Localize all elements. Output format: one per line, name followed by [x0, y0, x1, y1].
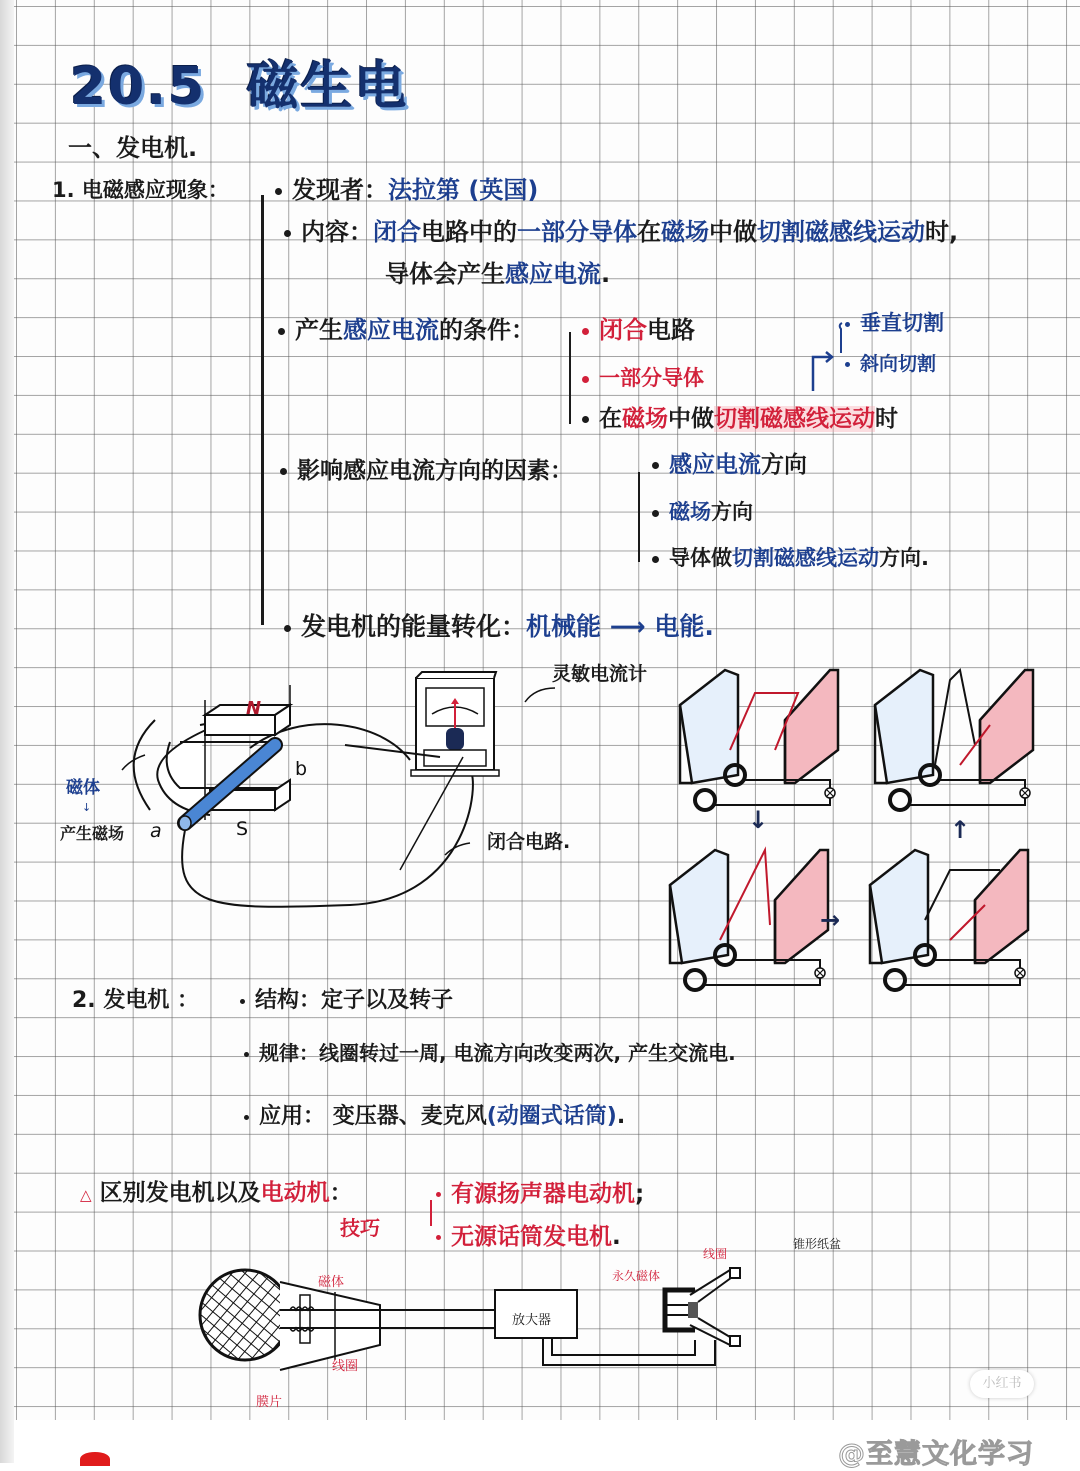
content-row-2: 导体会产生感应电流. — [385, 260, 611, 288]
factor-item-2: 磁场方向 — [652, 502, 753, 523]
page-title — [70, 44, 409, 119]
generator-rotation-diagram — [665, 660, 1065, 995]
microphone-speaker-diagram — [195, 1270, 775, 1410]
bullet-dot — [278, 328, 285, 335]
south-pole-label: S — [236, 818, 249, 840]
application-row: 应用： 变压器、麦克风(动圈式话筒). — [244, 1106, 625, 1128]
condition-item-2: 一部分导体 — [582, 368, 704, 389]
rod-end-a-label: a — [150, 820, 162, 842]
energy-row: 发电机的能量转化：机械能 ⟶ 电能. — [284, 614, 714, 639]
microphone — [200, 1270, 495, 1370]
conditions-label: 产生感应电流的条件： — [278, 318, 535, 342]
amplifier-label: 放大器 — [512, 1313, 552, 1328]
arrow-right-icon: → — [820, 906, 841, 934]
discoverer-row: 发现者：法拉第 (英国) — [275, 178, 538, 202]
factors-label: 影响感应电流方向的因素： — [280, 460, 573, 483]
cut-type-oblique: 斜向切割 — [845, 355, 936, 374]
mic-diaphragm-label: 膜片 — [256, 1395, 283, 1410]
magnet-arrow: ↓ — [82, 801, 92, 814]
permanent-magnet-label: 永久磁体 — [612, 1269, 661, 1283]
distinguish-label: △ 区别发电机以及电动机： — [80, 1180, 353, 1206]
watermark: @至慧文化学习 — [838, 1439, 1034, 1470]
mic-magnet-label: 磁体 — [318, 1275, 345, 1290]
content-row: 内容：闭合电路中的一部分导体在磁场中做切割磁感线运动时, — [284, 220, 958, 244]
cone-label: 锥形纸盆 — [793, 1237, 842, 1251]
platform-badge: 小红书 — [970, 1370, 1034, 1398]
discoverer-value: 法拉第 (英国) — [388, 176, 539, 204]
closed-circuit-label: 闭合电路. — [487, 831, 571, 853]
galvanometer-label: 灵敏电流计 — [552, 663, 648, 685]
condition-item-1: 闭合电路 — [582, 318, 695, 342]
distinguish-item-2: 无源话筒发电机. — [436, 1226, 621, 1249]
title-text: 磁生电 — [246, 57, 409, 117]
speaker-coil-label: 线圈 — [703, 1247, 728, 1261]
bullet-dot — [275, 188, 282, 195]
magnet-label: 磁体 — [66, 778, 100, 798]
arrow-up-icon: ↑ — [950, 816, 971, 844]
tip-label: 技巧 — [340, 1216, 380, 1240]
factor-item-3: 导体做切割磁感线运动方向. — [652, 548, 929, 569]
magnet-effect-label: 产生磁场 — [60, 824, 125, 843]
mic-coil-label: 线圈 — [332, 1359, 359, 1374]
conditions-brace — [569, 332, 571, 424]
title-number: 20.5 — [70, 57, 207, 117]
arrow-down-icon: ↓ — [748, 806, 769, 834]
north-pole-label: N — [246, 698, 262, 719]
factor-item-1: 感应电流方向 — [652, 454, 807, 477]
induction-experiment-diagram — [50, 660, 670, 920]
rod-end-b-label: b — [295, 758, 308, 780]
distinguish-item-1: 有源扬声器电动机; — [436, 1183, 644, 1206]
topic1-label: 1. 电磁感应现象： — [52, 178, 229, 202]
factors-brace — [638, 472, 640, 562]
condition-item-3: 在磁场中做切割磁感线运动时 — [582, 408, 898, 431]
red-decoration — [80, 1452, 110, 1466]
cut-type-arrow — [808, 315, 848, 395]
galvanometer — [411, 672, 499, 776]
triangle-marker-icon: △ — [80, 1186, 92, 1204]
bullet-dot — [284, 230, 291, 237]
cut-type-vertical: 垂直切割 — [845, 313, 944, 334]
distinguish-brace — [430, 1200, 432, 1226]
topic1-brace — [261, 195, 264, 625]
structure-row: 结构：定子以及转子 — [240, 990, 453, 1012]
notebook-binding — [0, 0, 14, 1463]
topic2-label: 2. 发电机 ： — [72, 988, 199, 1013]
speaker — [665, 1268, 740, 1346]
section-heading: 一、发电机. — [68, 134, 198, 162]
rule-row: 规律：线圈转过一周, 电流方向改变两次, 产生交流电. — [244, 1043, 736, 1063]
